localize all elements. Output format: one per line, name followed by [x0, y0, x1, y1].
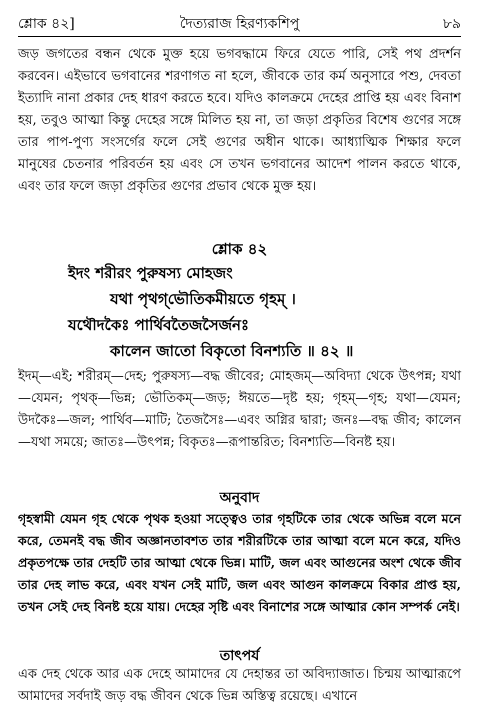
- verse-title: শ্লোক ৪২: [211, 240, 268, 258]
- verse-line-4: কালেন জাতো বিকৃতো বিনশ্যতি ॥ ৪২ ॥: [110, 342, 354, 360]
- purport-text: এক দেহ থেকে আর এক দেহে আমাদের যে দেহান্তর তা অবিদ্যাজাত। চিন্ময় আত্মারূপে আমাদের সর্বদাই জড় বদ্ধ জীবন থেকে ভিন্ন অস্তিত্ব রয়েছে। এখানে: [18, 667, 461, 704]
- translation-title: অনুবাদ: [219, 490, 260, 506]
- header-verse-ref: শ্লোক ৪২]: [18, 16, 75, 32]
- verse-line-1: ইদং শরীরং পুরুষস্য মোহজং: [68, 264, 233, 282]
- verse-line-2: যথা পৃথগ্‌ভৌতিকমীয়তে গৃহম্‌ ।: [110, 290, 296, 308]
- page-header: [18, 6, 461, 37]
- purport-title: তাৎপর্য: [219, 648, 260, 664]
- synonyms-paragraph: ইদম্‌—এই; শরীরম্‌—দেহ; পুরুষস্য—বদ্ধ জীবের; মোহজম্‌—অবিদ্যা থেকে উৎপন্ন; যথা—যেমন; পৃথক্‌—ভিন্ন; ভৌতিকম্‌—জড়; ঈয়তে—দৃষ্ট হয়; গৃহম্‌—গৃহ; যথা—যেমন; উদকৈঃ—জল; পার্থিব—মাটি; তৈজসৈঃ—এবং অগ্নির দ্বারা; জনঃ—বদ্ধ জীব; কালেন—যথা সময়ে; জাতঃ—উৎপন্ন; বিকৃতঃ—রূপান্তরিত; বিনশ্যতি—বিনষ্ট হয়।: [18, 369, 461, 450]
- header-chapter-title: দৈত্যরাজ হিরণ্যকশিপু: [179, 16, 300, 32]
- intro-paragraph: জড় জগতের বন্ধন থেকে মুক্ত হয়ে ভগবদ্ধামে ফিরে যেতে পারি, সেই পথ প্রদর্শন করবেন। এইভাবে ভগবানের শরণাগত না হলে, জীবকে তার কর্ম অনুসারে পশু, দেবতা ইত্যাদি নানা প্রকার দেহ ধারণ করতে হবে। যদিও কালক্রমে দেহের প্রাপ্তি হয় এবং বিনাশ হয়, তবুও আত্মা কিন্তু দেহের সঙ্গে মিলিত হয় না, তা জড়া প্রকৃতির বিশেষ গুণের সঙ্গে তার পাপ-পুণ্য সংসর্গের ফলে সেই গুণের অধীন থাকে। আধ্যাত্মিক শিক্ষার ফলে মানুষের চেতনার পরিবর্তন হয় এবং সে তখন ভগবানের আদেশ পালন করতে থাকে, এবং তার ফলে জড়া প্রকৃতির গুণের প্রভাব থেকে মুক্ত হয়।: [18, 47, 461, 194]
- header-page-number: ৮৯: [442, 16, 461, 32]
- verse-line-3: যথৌদকৈঃ পার্থিবতৈজসৈর্জনঃ: [68, 316, 250, 334]
- translation-text: গৃহস্বামী যেমন গৃহ থেকে পৃথক হওয়া সত্ত্বেও তার গৃহটিকে তার থেকে অভিন্ন বলে মনে করে, তেমনই বদ্ধ জীব অজ্ঞানতাবশত তার শরীরটিকে তার আত্মা বলে মনে করে, যদিও প্রকৃতপক্ষে তার দেহটি তার আত্মা থেকে ভিন্ন। মাটি, জল এবং আগুনের অংশ থেকে জীব তার দেহ লাভ করে, এবং যখন সেই মাটি, জল এবং আগুন কালক্রমে বিকার প্রাপ্ত হয়, তখন সেই দেহ বিনষ্ট হয়ে যায়। দেহের সৃষ্টি এবং বিনাশের সঙ্গে আত্মার কোন সম্পর্ক নেই।: [18, 511, 461, 614]
